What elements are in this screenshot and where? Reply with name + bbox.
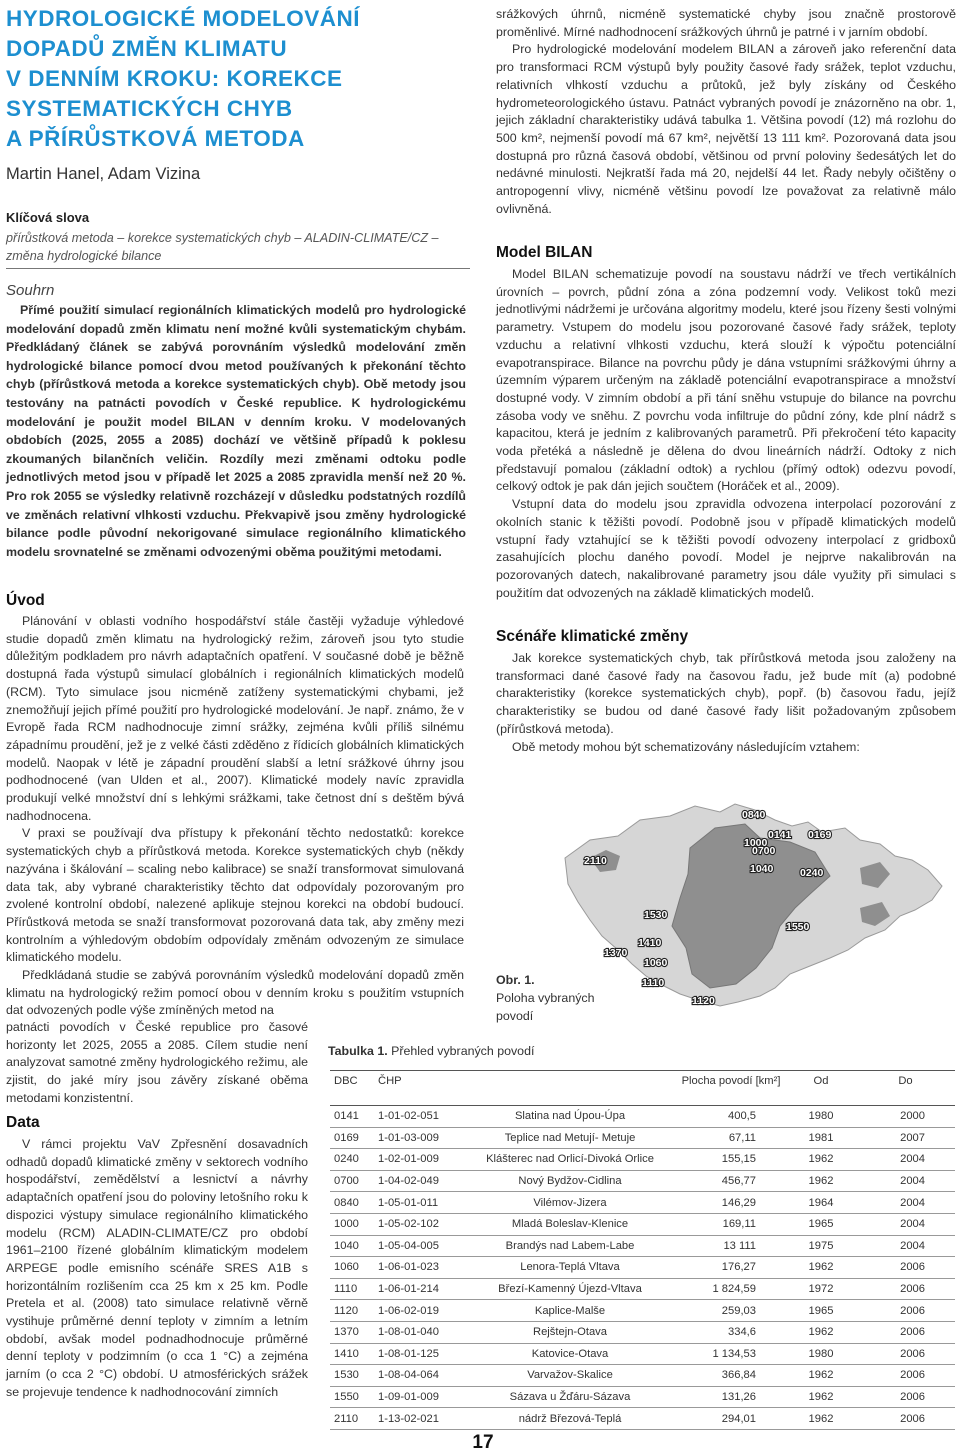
table-cell: 146,29 [676, 1192, 786, 1214]
section-heading-data: Data [6, 1114, 40, 1131]
article-title [6, 4, 476, 154]
map-label: 0141 [768, 829, 792, 841]
table-cell: 1962 [786, 1149, 856, 1171]
table-header: ČHP [374, 1071, 464, 1106]
table-cell: Varvažov-Skalice [464, 1365, 676, 1387]
table-cell: Brandýs nad Labem-Labe [464, 1235, 676, 1257]
uvod-body-continued [6, 1019, 308, 1108]
table-cell: 1120 [330, 1300, 374, 1322]
abstract: Přímé použití simulací regionálních klimatických modelů pro hydrologické modelování dopadů změn klimatu není možné kvůli systematickým chybám. Předkládaný článek se zabývá porovnáním výsledků modelování změn hydrologické bilance pomocí dvou metod používaných k překonání těchto chyb (přírůstková metoda a korekce systematických chyb). Obě metody jsou testovány na patnácti povodích v České republice. K hydrologickému modelování je použit model BILAN v denním kroku. V modelovaných obdobích (2025, 2055 a 2085) dochází ve většině případů k poklesu zkoumaných bilančních veličin. Rozdíly mezi změnami odtoku podle jednotlivých metod jsou v případě let 2025 a 2085 zpravidla menší než 20 %. Pro rok 2055 se výsledky relativně rozcházejí v důsledku podstatných rozdílů ve změnách relativní vlhkosti vzduchu. Překvapivě jsou změny hydrologické bilance podle původní nekorigované simulace regionálního klimatického modelu srovnatelné se změnami odvozenými oběma použitými metodami. [6, 303, 466, 559]
table-cell: 1-06-02-019 [374, 1300, 464, 1322]
table-cell: 131,26 [676, 1386, 786, 1408]
table-row [330, 1257, 955, 1279]
table-cell: nádrž Březová-Teplá [464, 1408, 676, 1430]
paragraph: Předkládaná studie se zabývá porovnáním výsledků modelování dopadů změn klimatu na hydrologický režim pomocí obou v denním kroku s použitím vstupních dat odvozených podle výše zmíněných metod na [6, 968, 464, 1018]
keywords-heading: Klíčová slova [6, 210, 90, 225]
bilan-body [496, 266, 956, 602]
table-cell: 0169 [330, 1127, 374, 1149]
map-label: 0169 [808, 829, 832, 841]
paragraph: Pro hydrologické modelování modelem BILAN a zároveň jako referenční data pro transformaci RCM výstupů byly použity časové řady srážek, teplot vzduchu, relativních vlhkostí vzduchu a průtoků, jež byly získány od Českého hydrometeorologického ústavu. Patnáct vybraných povodí je znázorněno na obr. 1, jejich základní charakteristiky udává tabulka 1. Většina povodí (12) má rozlohu do 500 km², nejmenší povodí má 67 km², největší 13 111 km². Pozorovaná data jsou dostupná pro různá časová období, většinou od první poloviny šedesátých let do nedávné minulosti. Nejkratší řada má 20, nejdelší 44 let. Řady nebyly očištěny o antropogenní vlivy, nicméně většinu povodí lze považovat za relativně málo ovlivněná. [496, 42, 956, 216]
table-cell: 456,77 [676, 1170, 786, 1192]
title-line: HYDROLOGICKÉ MODELOVÁNÍ [6, 6, 361, 31]
map-label: 0700 [752, 845, 776, 857]
table-cell: 1964 [786, 1192, 856, 1214]
table-cell: 2006 [856, 1365, 955, 1387]
table-cell: 1-06-01-214 [374, 1278, 464, 1300]
table-cell: 366,84 [676, 1365, 786, 1387]
table-cell: 1-08-01-040 [374, 1321, 464, 1343]
title-line: SYSTEMATICKÝCH CHYB [6, 96, 293, 121]
table-cell: 1962 [786, 1170, 856, 1192]
table-cell: 1-13-02-021 [374, 1408, 464, 1430]
table-cell: 2004 [856, 1192, 955, 1214]
table-cell: 1965 [786, 1300, 856, 1322]
paragraph: Plánování v oblasti vodního hospodářství stále častěji vyžaduje výhledové studie dopadů změn klimatu na hydrologický režim, zároveň jsou tyto studie důležitým podkladem pro návrh adaptačních opatření. V současné době je běžně dostupná řada výstupů simulací globálních i regionálních klimatických modelů (RCM). Tyto simulace jsou nicméně zatíženy systematickými chybami, jež znemožňují jejich přímé použití pro hydrologické modelování. Je např. známo, že v Evropě řada RCM nadhodnocuje zimní srážky, zejména kvůli příliš silnému západnímu proudění, jež je z velké části zděděno z řídicích globálních klimatických modelů. Naopak v létě je západní proudění slabší a letní srážkové úhrny jsou podhodnocené (van Ulden et al., 2007). Klimatické modely navíc zpravidla produkují velké množství dní s lehkými srážkami, take četnost dní s deštěm bývá nadhodnocena. [6, 614, 464, 823]
table-row [330, 1235, 955, 1257]
table-cell: 2007 [856, 1127, 955, 1149]
catchment-map [560, 798, 950, 1020]
figure-caption-text: Poloha vybraných povodí [496, 991, 595, 1023]
table-cell: 0700 [330, 1170, 374, 1192]
table-cell: Nový Bydžov-Cidlina [464, 1170, 676, 1192]
divider [6, 268, 470, 269]
table-cell: 1-08-01-125 [374, 1343, 464, 1365]
table-cell: 1962 [786, 1386, 856, 1408]
table-cell: 2006 [856, 1300, 955, 1322]
table-cell: 259,03 [676, 1300, 786, 1322]
paragraph: Vstupní data do modelu jsou zpravidla odvozena interpolací pozorování z okolních stanic k těžišti povodí. Podobně jsou v případě klimatických modelů vstupní řady vztahující se k těžišti povodí odvozeny interpolací z gridboxů zasahujících plochu daného povodí. Model je nejprve nakalibrován na pozorovaných datech, nakalibrované parametry jsou dále využity při simulaci s použitím dat odvozených na základě klimatických modelů. [496, 497, 956, 600]
table-cell: 334,6 [676, 1321, 786, 1343]
table-cell: Lenora-Teplá Vltava [464, 1257, 676, 1279]
table-cell: Mladá Boleslav-Klenice [464, 1213, 676, 1235]
table-cell: 13 111 [676, 1235, 786, 1257]
map-label: 1530 [644, 909, 668, 921]
table-cell: 1-05-02-102 [374, 1213, 464, 1235]
table-cell: 1-04-02-049 [374, 1170, 464, 1192]
paragraph: Jak korekce systematických chyb, tak přírůstková metoda jsou založeny na transformaci dané časové řady na časovou řadu, jež bude mít (a) podobné charakteristiky (korekce systematických chyb), popř. (b) časovou řadu, jejíž charakteristiky se budou od dané časové řady lišit požadovaným způsobem (přírůstková metoda). [496, 651, 956, 736]
table-row [330, 1408, 955, 1430]
table-cell: 155,15 [676, 1149, 786, 1171]
table-row [330, 1213, 955, 1235]
title-line: V DENNÍM KROKU: KOREKCE [6, 66, 343, 91]
table-cell: 2006 [856, 1343, 955, 1365]
table-cell: 2004 [856, 1149, 955, 1171]
section-heading-scenarios: Scénáře klimatické změny [496, 628, 689, 645]
table-cell: Sázava u Žďáru-Sázava [464, 1386, 676, 1408]
table-caption-number: Tabulka 1. [328, 1044, 388, 1058]
title-line: DOPADŮ ZMĚN KLIMATU [6, 36, 288, 61]
table-cell: 2006 [856, 1257, 955, 1279]
table-cell: 1962 [786, 1408, 856, 1430]
map-label: 1410 [638, 937, 662, 949]
paragraph: V rámci projektu VaV Zpřesnění dosavadních odhadů dopadů klimatické změny v sektorech vodního hospodářství, zemědělství a lesnictví a návrhy adaptačních opatření jsou do poloviny letošního roku k dispozici výstupy simulace regionálního klimatického modelu (RCM) ALADIN-CLIMATE/CZ pro období 1961–2100 řízené globálním klimatickým modelem ARPEGE podle emisního scénáře SRES A1B s horizontálním rozlišením cca 25 km x 25 km. Podle Pretela et al. (2008) tato simulace relativně věrně vystihuje průměrné denní teploty v zimním a letním období, avšak model podnadhodnocuje průměrné denní teploty v podzimním (o cca 1 °C) a zejména jarním (o cca 2 °C) období. U atmosférických srážek se projevuje tendence k nadhodnocování zimních [6, 1137, 308, 1399]
paragraph: Model BILAN schematizuje povodí na soustavu nádrží ve třech vertikálních úrovních – povrch, půdní zóna a zóna podzemní vody. Velikost toků mezi jednotlivými nádržemi je určována algoritmy modelu, které jsou řízeny šesti volnými parametry. Vstupem do modelu jsou pozorované časové řady srážek, teploty vzduchu a relativní vlhkosti vzduchu, která slouží k výpočtu potenciální evapotranspirace. Bilance na povrchu půdy je dána vstupními srážkovými úhrny a územním výparem určeným na základě potenciální evapotranspirace a množství dostupné vody. V zimním období a při tání sněhu vstupuje do bilance na povrchu zásoba vody ve sněhu. Z povrchu voda infiltruje do půdní zóny, kde plní nádrž s kapacitou, která je jedním z kalibrovaných parametrů. Při překročení této kapacity voda přetéká a následně je dělena do dvou lineárních nádrží. Odtoky z nich představují pomalou (základní odtok) a rychlou (přímý odtok) odezvu povodí, celkový odtok je pak dán jejich součtem (Horáček et al., 2009). [496, 267, 956, 494]
table-cell: 1980 [786, 1343, 856, 1365]
title-line: A PŘÍRŮSTKOVÁ METODA [6, 126, 305, 151]
table-cell: 1370 [330, 1321, 374, 1343]
paragraph: Obě metody mohou být schematizovány následujícím vztahem: [512, 739, 860, 754]
map-label: 1110 [642, 977, 665, 989]
table-cell: 2006 [856, 1278, 955, 1300]
page-number: 17 [466, 1432, 500, 1454]
table-cell: 67,11 [676, 1127, 786, 1149]
table-cell: 1110 [330, 1278, 374, 1300]
table-cell: 1410 [330, 1343, 374, 1365]
table-row [330, 1192, 955, 1214]
figure-caption-number: Obr. 1. [496, 973, 535, 987]
table-caption [328, 1044, 534, 1058]
table-cell: 1-05-04-005 [374, 1235, 464, 1257]
map-label: 0240 [800, 867, 824, 879]
table-cell: 1975 [786, 1235, 856, 1257]
map-label: 1000 [744, 837, 768, 849]
paragraph: V praxi se používají dva přístupy k překonání těchto nedostatků: korekce systematických chyb a přírůstková metoda. Korekce systematických chyb (někdy nazývána i škálování – scaling nebo kalibrace) se snaží transformovat simulovaná data tak, aby vybrané charakteristiky těchto dat odpovídaly pozorovaným pro zvolené kontrolní období, nalezené aplikuje stejnou korekci na období budoucí. Přírůstková metoda se snaží transformovat pozorovaná data tak, aby změny mezi kontrolním a výhledovým obdobím odpovídaly změnám odvozeným ze simulace klimatického modelu. [6, 826, 464, 965]
table-cell: 1040 [330, 1235, 374, 1257]
data-body [6, 1136, 308, 1402]
table-cell: 1-09-01-009 [374, 1386, 464, 1408]
table-cell: 0240 [330, 1149, 374, 1171]
table-cell: 1530 [330, 1365, 374, 1387]
table-cell: 2110 [330, 1408, 374, 1430]
table-cell: Vilémov-Jizera [464, 1192, 676, 1214]
map-label: 1040 [750, 863, 774, 875]
table-row [330, 1321, 955, 1343]
keywords: přírůstková metoda – korekce systematických chyb – ALADIN-CLIMATE/CZ – změna hydrologické bilance [6, 231, 439, 263]
right-column-intro [496, 6, 956, 218]
map-label: 1550 [786, 921, 810, 933]
table-cell: 2006 [856, 1408, 955, 1430]
table-cell: 1 824,59 [676, 1278, 786, 1300]
table-cell: Katovice-Otava [464, 1343, 676, 1365]
scenarios-body [496, 650, 956, 756]
table-header-row [330, 1071, 955, 1106]
table-cell: 169,11 [676, 1213, 786, 1235]
table-cell: 1-08-04-064 [374, 1365, 464, 1387]
table-cell: 176,27 [676, 1257, 786, 1279]
table-cell: 1000 [330, 1213, 374, 1235]
catchments-table [330, 1070, 955, 1430]
map-label: 1120 [692, 995, 715, 1007]
section-heading-uvod: Úvod [6, 592, 45, 609]
table-cell: Březí-Kamenný Újezd-Vltava [464, 1278, 676, 1300]
uvod-body [6, 613, 464, 1020]
table-cell: 1060 [330, 1257, 374, 1279]
authors: Martin Hanel, Adam Vizina [6, 165, 201, 183]
table-cell: 0840 [330, 1192, 374, 1214]
table-cell: 2006 [856, 1386, 955, 1408]
table-cell: 1-02-01-009 [374, 1149, 464, 1171]
table-row [330, 1127, 955, 1149]
table-row [330, 1170, 955, 1192]
table-cell: 1-01-02-051 [374, 1106, 464, 1128]
table-cell: 1962 [786, 1365, 856, 1387]
table-row [330, 1149, 955, 1171]
table-row [330, 1278, 955, 1300]
table-cell: 294,01 [676, 1408, 786, 1430]
map-label: 0840 [742, 809, 766, 821]
paragraph: patnácti povodích v České republice pro časové horizonty let 2025, 2055 a 2085. Cílem studie není analyzovat samotné změny hydrologického režimu, ale zjistit, do jaké míry jsou závěry získané oběma metodami konzistentní. [6, 1020, 308, 1105]
table-row [330, 1365, 955, 1387]
table-cell: Rejštejn-Otava [464, 1321, 676, 1343]
table-caption-text: Přehled vybraných povodí [387, 1044, 535, 1058]
table-header: Plocha povodí [km²] [676, 1071, 786, 1106]
abstract-heading: Souhrn [6, 282, 55, 299]
table-row [330, 1106, 955, 1128]
map-label: 2110 [584, 855, 607, 867]
table-body [330, 1106, 955, 1430]
table-header [464, 1071, 676, 1106]
table-cell: 0141 [330, 1106, 374, 1128]
map-label: 1370 [604, 947, 628, 959]
table-cell: 1-05-01-011 [374, 1192, 464, 1214]
table-cell: 1-06-01-023 [374, 1257, 464, 1279]
table-cell: Teplice nad Metují- Metuje [464, 1127, 676, 1149]
table-cell: Slatina nad Úpou-Úpa [464, 1106, 676, 1128]
table-cell: 2000 [856, 1106, 955, 1128]
table-header: Od [786, 1071, 856, 1106]
table-cell: 1981 [786, 1127, 856, 1149]
table-cell: 1980 [786, 1106, 856, 1128]
table-row [330, 1343, 955, 1365]
table-cell: 1550 [330, 1386, 374, 1408]
table-cell: 2004 [856, 1235, 955, 1257]
table-row [330, 1386, 955, 1408]
table-cell: 2006 [856, 1321, 955, 1343]
table-cell: 1-01-03-009 [374, 1127, 464, 1149]
table-cell: Kaplice-Malše [464, 1300, 676, 1322]
table-cell: 2004 [856, 1213, 955, 1235]
paragraph: srážkových úhrnů, nicméně systematické chyby jsou značně prostorově proměnlivé. Mírné nadhodnocení srážkových úhrnů je patrné i v jarním období. [496, 7, 956, 39]
table-cell: 1 134,53 [676, 1343, 786, 1365]
table-cell: 400,5 [676, 1106, 786, 1128]
table-cell: 1972 [786, 1278, 856, 1300]
table-cell: 1962 [786, 1321, 856, 1343]
table-cell: 1965 [786, 1213, 856, 1235]
map-label: 1060 [644, 957, 668, 969]
section-heading-bilan: Model BILAN [496, 244, 593, 261]
table-header: Do [856, 1071, 955, 1106]
figure-caption [496, 971, 616, 1025]
table-cell: 2004 [856, 1170, 955, 1192]
table-header: DBC [330, 1071, 374, 1106]
table-row [330, 1300, 955, 1322]
table-cell: Klášterec nad Orlicí-Divoká Orlice [464, 1149, 676, 1171]
table-cell: 1962 [786, 1257, 856, 1279]
